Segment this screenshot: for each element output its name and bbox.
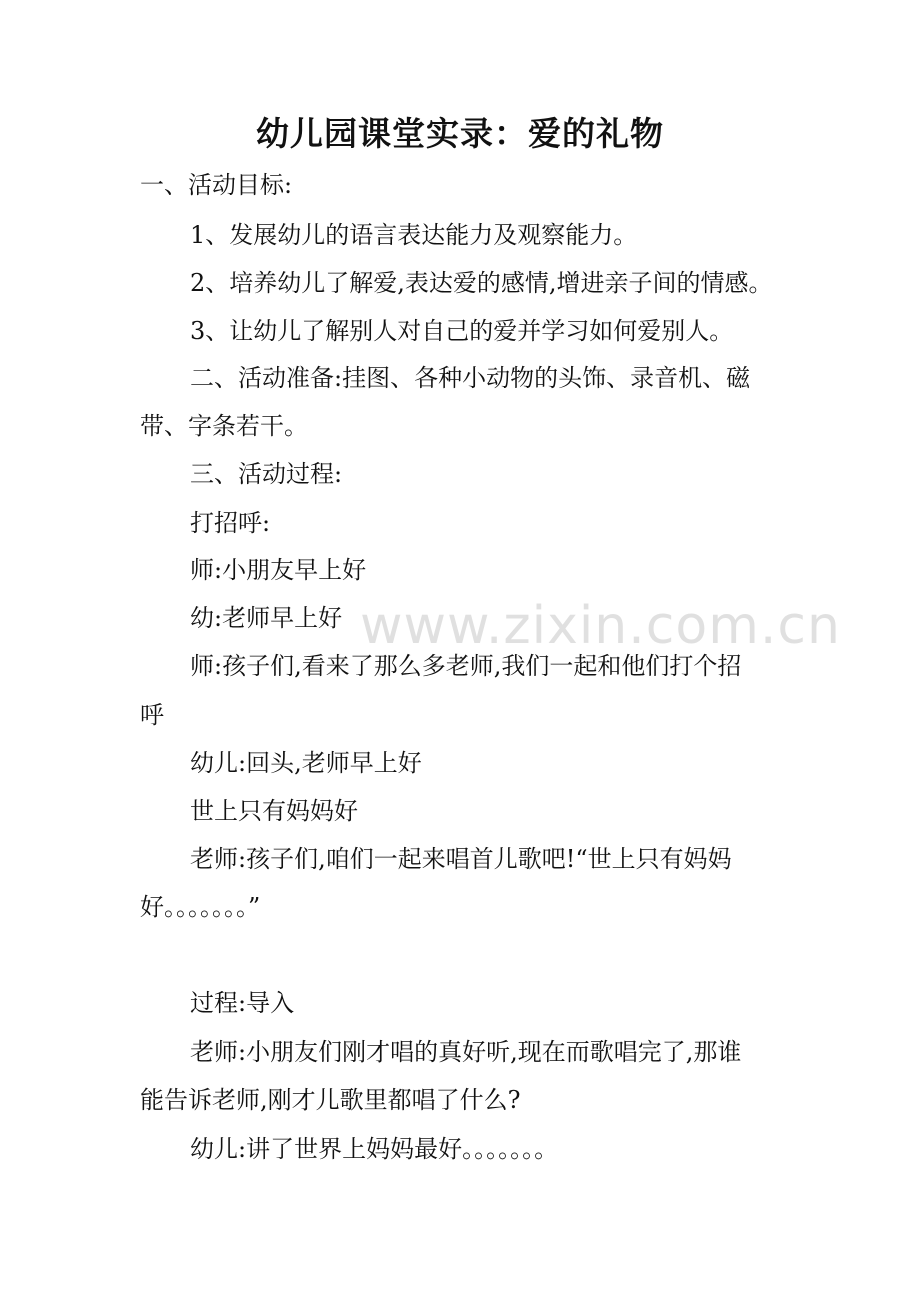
song-title: 世上只有妈妈好 (190, 797, 358, 825)
section-heading-process: 三、活动过程: (190, 460, 343, 488)
dialogue-line: 老师:孩子们,咱们一起来唱首儿歌吧!“世上只有妈妈 (190, 845, 732, 873)
dialogue-line: 师:小朋友早上好 (190, 556, 367, 584)
preparation-line-2: 带、字条若干。 (140, 412, 308, 440)
dialogue-line-continuation: 呼 (140, 701, 164, 729)
dialogue-line-continuation: 能告诉老师,刚才儿歌里都唱了什么? (140, 1086, 521, 1114)
objective-3: 3、让幼儿了解别人对自己的爱并学习如何爱别人。 (190, 317, 734, 345)
dialogue-line-continuation: 好。。。。。。。” (140, 893, 261, 921)
dialogue-line: 幼儿:回头,老师早上好 (190, 749, 422, 777)
watermark: www.zixin.com.cn (360, 596, 841, 656)
process-intro-heading: 过程:导入 (190, 989, 295, 1017)
dialogue-line: 幼:老师早上好 (190, 604, 343, 632)
dialogue-line: 老师:小朋友们刚才唱的真好听,现在而歌唱完了,那谁 (190, 1038, 742, 1066)
section-heading-objectives: 一、活动目标: (140, 171, 293, 199)
objective-2: 2、培养幼儿了解爱,表达爱的感情,增进亲子间的情感。 (190, 269, 773, 297)
preparation-line-1: 二、活动准备:挂图、各种小动物的头饰、录音机、磁 (190, 364, 751, 392)
dialogue-line: 幼儿:讲了世界上妈妈最好。。。。。。。 (190, 1135, 559, 1163)
dialogue-line: 师:孩子们,看来了那么多老师,我们一起和他们打个招 (190, 652, 742, 680)
document-title: 幼儿园课堂实录：爱的礼物 (256, 114, 664, 153)
objective-1: 1、发展幼儿的语言表达能力及观察能力。 (190, 221, 638, 249)
greeting-heading: 打招呼: (190, 509, 271, 537)
